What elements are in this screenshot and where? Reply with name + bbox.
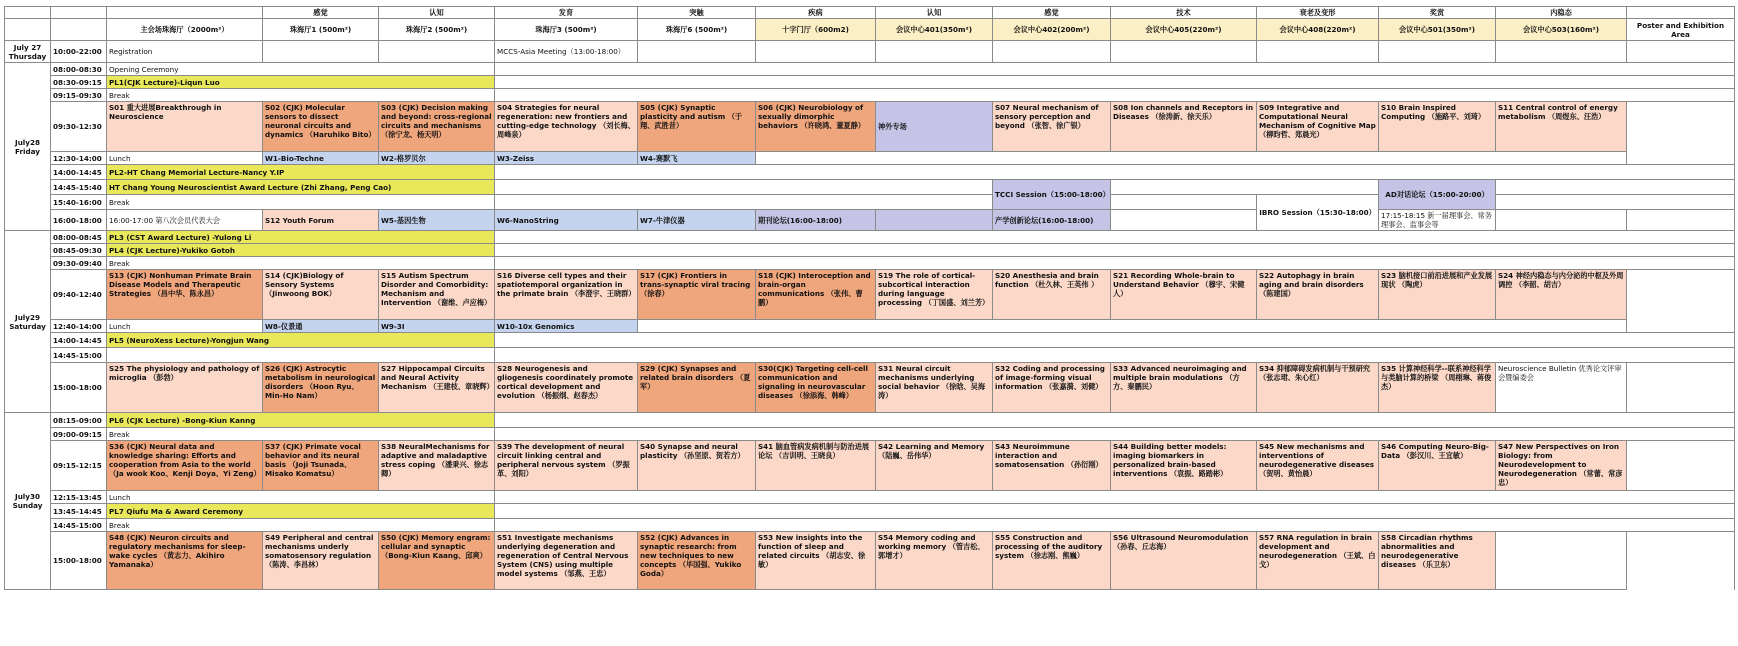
empty-span [638,320,1627,333]
time-slot: 09:15-12:15 [51,441,107,491]
session-s24: S24 神经内稳态与内分泌的中枢及外周调控 （李韶、胡吉） [1496,270,1627,320]
time-slot: 09:30-12:30 [51,102,107,152]
session-s02: S02 (CJK) Molecular sensors to dissect neuronal circuits and dynamics （Haruhiko Bito） [263,102,379,152]
break-cell: Break [107,257,495,270]
session-s07: S07 Neural mechanism of sensory perception and beyond （张智、徐广银） [993,102,1111,152]
opening-ceremony-cell: Opening Ceremony [107,63,495,76]
time-slot: 09:00-09:15 [51,428,107,441]
neuroscience-bulletin-meeting: Neuroscience Bulletin 优秀论文评审会暨编委会 [1496,363,1627,413]
workshop-w6: W6-NanoString [495,210,638,231]
session-s20: S20 Anesthesia and brain function （杜久林、王英伟 ） [993,270,1111,320]
workshop-w3: W3-Zeiss [495,152,638,165]
session-s31: S31 Neural circuit mechanisms underlying social behavior （徐晗、吴海涛） [876,363,993,413]
empty-span [1111,180,1379,195]
theme-cognition: 认知 [876,7,993,19]
theme-aging: 衰老及变形 [1257,7,1379,19]
plenary-pl1: PL1(CJK Lecture)-Liqun Luo [107,76,495,89]
time-slot: 08:00-08:45 [51,231,107,244]
hall-poster-area: Poster and Exhibition Area [1627,19,1735,41]
hall-zhuhai-1: 珠海厅1 (500m²) [263,19,379,41]
break-cell: Break [107,519,495,532]
workshop-w8: W8-仪景通 [263,320,379,333]
time-slot: 14:45-15:00 [51,519,107,532]
session-s10: S10 Brain Inspired Computing （施路平、刘琦） [1379,102,1496,152]
empty-span [495,180,993,195]
session-s01: S01 重大进展Breakthrough in Neuroscience [107,102,263,152]
session-s55: S55 Construction and processing of the auditory system （徐志刚、熊巍） [993,532,1111,590]
empty-cell [876,210,993,231]
workshop-w7: W7-牛津仪器 [638,210,756,231]
session-s28: S28 Neurogenesis and gliogenesis coordinately promote cortical development and evolution （杨振纲、赵春杰） [495,363,638,413]
session-s09: S09 Integrative and Computational Neural Mechanism of Cognitive Map （柳昀哲、郑晨光） [1257,102,1379,152]
time-slot: 16:00-18:00 [51,210,107,231]
session-s29: S29 (CJK) Synapses and related brain disorders （夏军） [638,363,756,413]
workshop-w2: W2-格罗贝尔 [379,152,495,165]
hall-501: 会议中心501(350m²) [1379,19,1496,41]
time-slot: 08:45-09:30 [51,244,107,257]
session-s53: S53 New insights into the function of sleep and related circuits （胡志安、徐敏） [756,532,876,590]
break-cell: Break [107,195,495,210]
hall-402: 会议中心402(200m²) [993,19,1111,41]
journal-forum: 期刊论坛(16:00-18:00) [756,210,876,231]
empty-span [495,244,1735,257]
plenary-pl7: PL7 Qiufu Ma & Award Ceremony [107,504,495,519]
session-s45: S45 New mechanisms and interventions of neurodegenerative diseases （贺明、黄怡晨） [1257,441,1379,491]
empty-cell [638,41,756,63]
session-s26: S26 (CJK) Astrocytic metabolism in neurological disorders （Hoon Ryu、Min-Ho Nam） [263,363,379,413]
hall-main: 主会场珠海厅（2000m²） [107,19,263,41]
empty-cell [1627,41,1735,63]
time-slot: 15:00-18:00 [51,532,107,590]
council-meeting-cell: 17:15-18:15 新一届理事会、常务理事会、监事会等 [1379,210,1496,231]
tcci-session: TCCI Session（15:00-18:00） [993,180,1111,210]
session-s34: S34 抑郁障碍发病机制与干预研究 （张志珺、朱心红） [1257,363,1379,413]
session-s52: S52 (CJK) Advances in synaptic research: from new techniques to new concepts （毕国强、Yukiko Goda） [638,532,756,590]
session-s14: S14 (CJK)Biology of Sensory Systems （Jinwoong BOK） [263,270,379,320]
time-slot: 14:45-15:40 [51,180,107,195]
time-slot: 14:00-14:45 [51,165,107,180]
session-s12: S12 Youth Forum [263,210,379,231]
empty-span [1496,195,1735,210]
session-s44: S44 Building better models: imaging biomarkers in personalized brain-based interventions （袁振、路踏彬） [1111,441,1257,491]
empty-span [495,89,1735,102]
empty-span [107,348,495,363]
session-s46: S46 Computing Neuro-Big-Data （彭汉川、王宜敏） [1379,441,1496,491]
conference-schedule-table [4,6,1735,590]
session-s05: S05 (CJK) Synaptic plasticity and autism （于翔、武胜昔） [638,102,756,152]
empty-cell [1257,41,1379,63]
workshop-w4: W4-赛默飞 [638,152,756,165]
time-slot: 09:30-09:40 [51,257,107,270]
session-s38: S38 NeuralMechanisms for adaptive and maladaptive stress coping （潘秉兴、徐志卿） [379,441,495,491]
session-s56: S56 Ultrasound Neuromodulation （孙春、丘志海） [1111,532,1257,590]
time-slot: 13:45-14:45 [51,504,107,519]
session-s40: S40 Synapse and neural plasticity （孙坚原、贺若方） [638,441,756,491]
session-s30: S30(CJK) Targeting cell-cell communication and signaling in neurovascular diseases （徐添海、韩峰） [756,363,876,413]
theme-sensation: 感觉 [993,7,1111,19]
session-s57: S57 RNA regulation in brain development and neurodegeneration （王斌、白戈） [1257,532,1379,590]
theme-cognition: 认知 [379,7,495,19]
empty-span [756,152,1627,165]
hall-cell [5,19,51,41]
session-s11: S11 Central control of energy metabolism （周煜东、汪浩） [1496,102,1627,152]
empty-cell [1496,532,1627,590]
empty-cell [1496,41,1627,63]
session-s33: S33 Advanced neuroimaging and multiple brain modulations （方方、秦鹏民） [1111,363,1257,413]
session-s25: S25 The physiology and pathology of microglia （彭勃） [107,363,263,413]
empty-cell [876,41,993,63]
empty-span [495,333,1735,348]
lunch-cell: Lunch [107,491,495,504]
session-s51: S51 Investigate mechanisms underlying degeneration and regeneration of Central Nervous System (CNS) using multiple model systems （邹燕、王忠） [495,532,638,590]
plenary-pl2: PL2-HT Chang Memorial Lecture-Nancy Y.IP [107,165,495,180]
hall-503: 会议中心503(160m²) [1496,19,1627,41]
empty-span [495,428,1735,441]
session-s23: S23 脑机接口前沿进展和产业发展现状 （陶虎） [1379,270,1496,320]
time-slot: 14:45-15:00 [51,348,107,363]
session-s54: S54 Memory coding and working memory （管吉松、郭增才） [876,532,993,590]
theme-homeostasis: 内稳态 [1496,7,1627,19]
session-s37: S37 (CJK) Primate vocal behavior and its neural basis （Joji Tsunada、Misako Komatsu） [263,441,379,491]
empty-cell [993,41,1111,63]
hall-shizimen: 十字门厅（600m2) [756,19,876,41]
session-s18: S18 (CJK) Interoception and brain-organ communications （张伟、曹鹏） [756,270,876,320]
empty-cell [1111,195,1257,210]
neurosurgery-special-session: 神外专场 [876,102,993,152]
hall-zhuhai-6: 珠海厅6 (500m²) [638,19,756,41]
theme-cell [107,7,263,19]
time-slot: 15:40-16:00 [51,195,107,210]
empty-cell [1496,210,1627,231]
session-s43: S43 Neuroimmune interaction and somatosensation （孙衍刚） [993,441,1111,491]
empty-span [1496,180,1735,195]
plenary-pl6: PL6 (CJK Lecture) -Bong-Kiun Kanng [107,413,495,428]
young-neuroscientist-award-lecture: HT Chang Young Neuroscientist Award Lecture (Zhi Zhang, Peng Cao) [107,180,495,195]
empty-span [495,491,1735,504]
hall-401: 会议中心401(350m²) [876,19,993,41]
empty-cell [263,41,379,63]
time-slot: 12:40-14:00 [51,320,107,333]
workshop-w9: W9-3I [379,320,495,333]
hall-cell [51,19,107,41]
session-s41: S41 脑血管病发病机制与防治进展论坛 （吉训明、王晓良） [756,441,876,491]
theme-technology: 技术 [1111,7,1257,19]
session-s19: S19 The role of cortical-subcortical interaction during language processing （丁国盛、刘兰芳） [876,270,993,320]
session-s08: S08 Ion channels and Receptors in Diseases （徐涛新、徐天乐） [1111,102,1257,152]
theme-synapse: 突触 [638,7,756,19]
empty-span [495,165,1735,180]
plenary-pl4: PL4 (CJK Lecture)-Yukiko Gotoh [107,244,495,257]
workshop-w10: W10-10x Genomics [495,320,638,333]
session-s39: S39 The development of neural circuit linking central and peripheral nervous system （罗振革、刘阳） [495,441,638,491]
session-s03: S03 (CJK) Decision making and beyond: cross-regional circuits and mechanisms （徐宁龙、杨天明） [379,102,495,152]
member-congress-cell: 16:00-17:00 第八次会员代表大会 [107,210,263,231]
session-s15: S15 Autism Spectrum Disorder and Comorbidity: Mechanism and Intervention （谢维、卢应梅） [379,270,495,320]
session-s49: S49 Peripheral and central mechanisms underly somatosensory regulation （陈涛、李昌林） [263,532,379,590]
time-slot: 10:00-22:00 [51,41,107,63]
session-s58: S58 Circadian rhythms abnormalities and neurodegenerative diseases （乐卫东） [1379,532,1496,590]
theme-header-row [5,7,1735,19]
lunch-cell: Lunch [107,320,263,333]
day-label-july29: July29 Saturday [5,231,51,413]
time-slot: 09:40-12:40 [51,270,107,320]
empty-cell [1111,41,1257,63]
empty-cell [1111,210,1257,231]
empty-span [495,63,1735,76]
ad-dialogue-forum: AD对话论坛（15:00-20:00） [1379,180,1496,210]
theme-cell [5,7,51,19]
time-slot: 14:00-14:45 [51,333,107,348]
session-s16: S16 Diverse cell types and their spatiotemporal organization in the primate brain （李澄宇、王晓群） [495,270,638,320]
day-label-july30: July30 Sunday [5,413,51,590]
theme-sensation: 感觉 [263,7,379,19]
time-slot: 08:30-09:15 [51,76,107,89]
session-s13: S13 (CJK) Nonhuman Primate Brain Disease Models and Therapeutic Strategies （昌中华、陈永昌） [107,270,263,320]
theme-cell [1627,7,1735,19]
day-label-july27: July 27 Thursday [5,41,51,63]
session-s21: S21 Recording Whole-brain to Understand Behavior （穆宇、宋健人） [1111,270,1257,320]
hall-zhuhai-3: 珠海厅3 (500m²) [495,19,638,41]
mccs-meeting-cell: MCCS-Asia Meeting（13:00-18:00） [495,41,638,63]
time-slot: 08:15-09:00 [51,413,107,428]
theme-cell [51,7,107,19]
session-s04: S04 Strategies for neural regeneration: new frontiers and cutting-edge technology （刘长梅、周峰泉） [495,102,638,152]
empty-span [495,519,1735,532]
empty-span [495,413,1735,428]
lunch-cell: Lunch [107,152,263,165]
session-s35: S35 计算神经科学--联系神经科学与类脑计算的桥梁 （周栩琳、蒋俊杰） [1379,363,1496,413]
break-cell: Break [107,428,495,441]
theme-disease: 疾病 [756,7,876,19]
session-s36: S36 (CJK) Neural data and knowledge sharing: Efforts and cooperation from Asia to the world （Ja wook Koo、Kenji Doya、Yi Zeng） [107,441,263,491]
industry-academia-forum: 产学创新论坛(16:00-18:00) [993,210,1111,231]
session-s17: S17 (CJK) Frontiers in trans-synaptic viral tracing （徐春） [638,270,756,320]
plenary-pl5: PL5 (NeuroXess Lecture)-Yongjun Wang [107,333,495,348]
empty-span [495,231,1735,244]
hall-405: 会议中心405(220m²) [1111,19,1257,41]
theme-development: 发育 [495,7,638,19]
time-slot: 09:15-09:30 [51,89,107,102]
session-s32: S32 Coding and processing of image-forming visual information （张嘉漪、刘健） [993,363,1111,413]
session-s48: S48 (CJK) Neuron circuits and regulatory mechanisms for sleep-wake cycles （黄志力、Akihiro Yamanaka） [107,532,263,590]
time-slot: 08:00-08:30 [51,63,107,76]
registration-cell: Registration [107,41,263,63]
session-s50: S50 (CJK) Memory engram: cellular and synaptic （Bong-Kiun Kaang、邱爽） [379,532,495,590]
time-slot: 15:00-18:00 [51,363,107,413]
session-s47: S47 New Perspectives on Iron Biology: from Neurodevelopment to Neurodegeneration （常蕾、常彦忠） [1496,441,1627,491]
empty-cell [756,41,876,63]
empty-span [495,504,1735,519]
empty-cell [379,41,495,63]
empty-span [495,348,1735,363]
session-s42: S42 Learning and Memory （陆巍、岳伟华） [876,441,993,491]
session-s27: S27 Hippocampal Circuits and Neural Activity Mechanism （王建枝、章晓辉） [379,363,495,413]
time-slot: 12:30-14:00 [51,152,107,165]
ibro-session: IBRO Session（15:30-18:00） [1257,195,1379,231]
break-cell: Break [107,89,495,102]
time-slot: 12:15-13:45 [51,491,107,504]
empty-span [495,257,1735,270]
day27-row [5,41,1735,63]
session-s06: S06 (CJK) Neurobiology of sexually dimorphic behaviors （许晓鸿、董夏静） [756,102,876,152]
session-s22: S22 Autophagy in brain aging and brain disorders （陈建国） [1257,270,1379,320]
workshop-w1: W1-Bio-Techne [263,152,379,165]
plenary-pl3: PL3 (CST Award Lecture) -Yulong Li [107,231,495,244]
day-label-july28: July28 Friday [5,63,51,231]
hall-408: 会议中心408(220m²) [1257,19,1379,41]
theme-reward: 奖赏 [1379,7,1496,19]
schedule-table-wrapper [4,6,1734,590]
empty-span [495,195,993,210]
workshop-w5: W5-基因生物 [379,210,495,231]
empty-span [495,76,1735,89]
empty-cell [1379,41,1496,63]
hall-header-row [5,19,1735,41]
hall-zhuhai-2: 珠海厅2 (500m²) [379,19,495,41]
